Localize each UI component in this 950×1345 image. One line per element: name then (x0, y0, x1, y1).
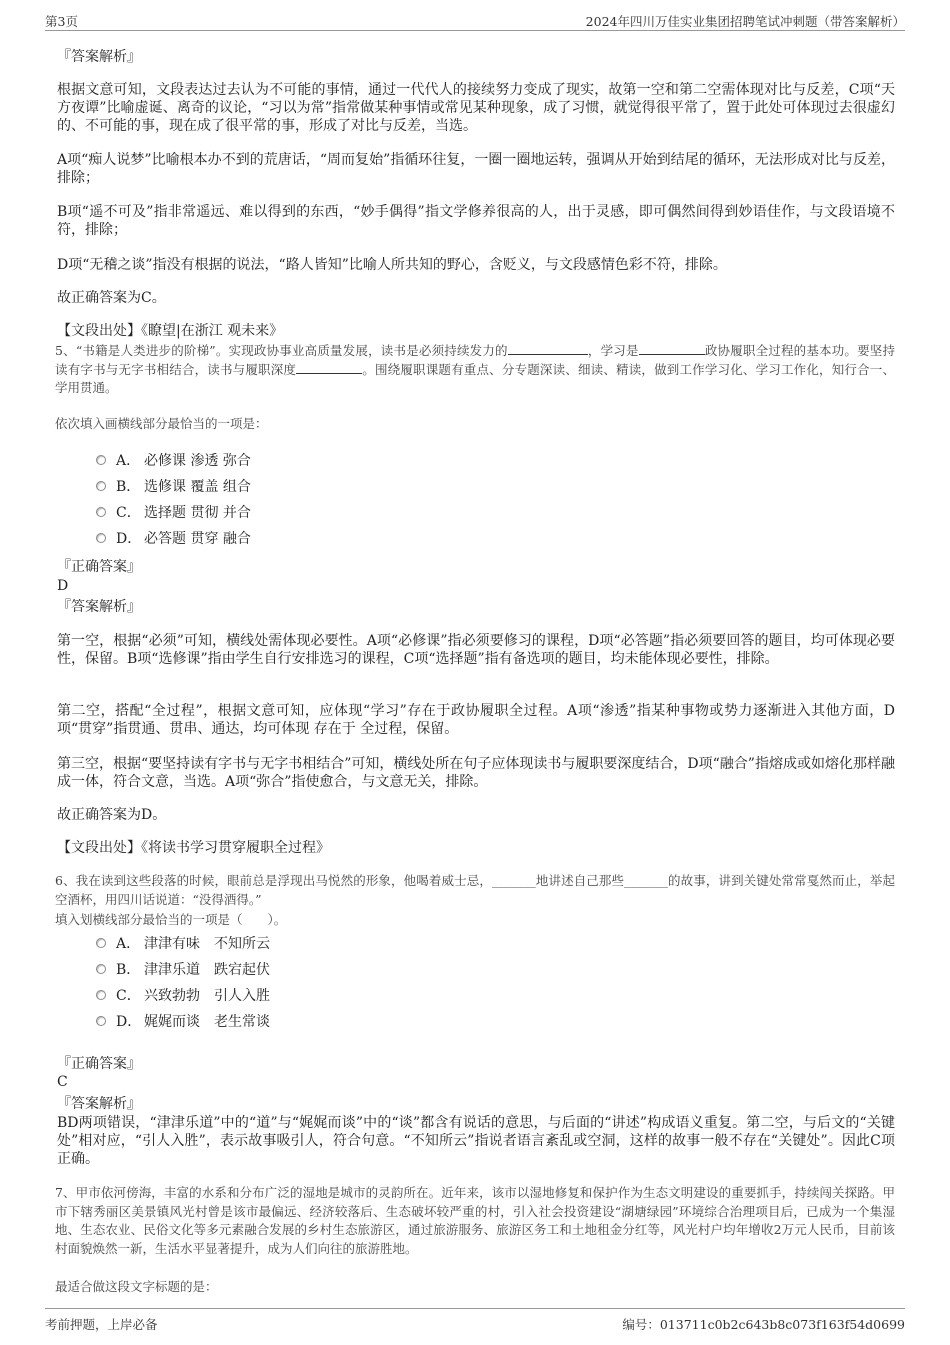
q5-stem: 5、“书籍是人类进步的阶梯”。实现政协事业高质量发展，读书是必须持续发力的 ，学习是 政协履职全过程的基本功。要坚持读有字书与无字书相结合，读书与履职深度 。围绕履职课题有重点、分专题深读、细读、精读，做到工作学习化、学习工作化，知行合一、学用贯通。 (55, 343, 895, 395)
q6-analysis-label: 『答案解析』 (57, 1096, 141, 1112)
q5-analysis-para-3: 第三空，根据“要坚持读有字书与无字书相结合”可知，横线处所在句子应体现读书与履职要深度结合，D项“融合”指熔成或如熔化那样融成一体，符合文意，当选。A项“弥合”指使愈合，与文意无关，排除。 (57, 756, 895, 790)
page-number: 第3页 (45, 14, 78, 29)
radio-icon[interactable] (96, 533, 106, 543)
radio-icon[interactable] (96, 990, 106, 1000)
blank-3 (296, 361, 362, 374)
q5-answer-line: 故正确答案为D。 (57, 807, 167, 823)
q4-analysis-para-4: D项“无稽之谈”指没有根据的说法，“路人皆知”比喻人所共知的野心，含贬义，与文段感情色彩不符，排除。 (57, 257, 727, 273)
q7-stem: 7、甲市依河傍海，丰富的水系和分布广泛的湿地是城市的灵韵所在。近年来，该市以湿地修复和保护作为生态文明建设的重要抓手，持续闯关探路。甲市下辖秀丽区美景镇风光村曾是该市最偏远、经济较落后、生态破坏较严重的村，引入社会投资建设“湖塘绿园”环境综合治理项目后，已成为一个集湿地、生态农业、民俗文化等多元素融合发展的乡村生态旅游区，通过旅游服务、旅游区务工和土地租金分红等，风光村户均年增收2万元人民币，目前该村面貌焕然一新，生活水平显著提升，成为人们向往的旅游胜地。 (55, 1185, 895, 1256)
q4-analysis-para-1: 根据文意可知，文段表达过去认为不可能的事情，通过一代代人的接续努力变成了现实，故第一空和第二空需体现对比与反差，C项“天方夜谭”比喻虚诞、离奇的议论，“习以为常”指常做某种事情或常见某种现象，成了习惯，就觉得很平常了，置于此处可体现过去很虚幻的、不可能的事，现在成了很平常的事，形成了对比与反差，当选。 (57, 82, 895, 134)
blank-1: _______ (491, 873, 536, 888)
blank-2 (639, 342, 705, 355)
q5-source: 【文段出处】《将读书学习贯穿履职全过程》 (57, 840, 330, 856)
q5-analysis-para-1: 第一空，根据“必须”可知，横线处需体现必要性。A项“必修课”指必须要修习的课程，D项“必答题”指必须要回答的题目，均可体现必要性，保留。B项“选修课”指由学生自行安排选习的课程，C项“选择题”指有备选项的题目，均未能体现必要性，排除。 (57, 633, 895, 667)
radio-icon[interactable] (96, 964, 106, 974)
q6-option-d[interactable]: D． 娓娓而谈 老生常谈 (96, 1013, 270, 1031)
q6-option-b[interactable]: B． 津津乐道 跌宕起伏 (96, 961, 270, 979)
q4-answer-line: 故正确答案为C。 (57, 290, 166, 306)
q4-analysis-para-2: A项“痴人说梦”比喻根本办不到的荒唐话，“周而复始”指循环往复，一圈一圈地运转，强调从开始到结尾的循环，无法形成对比与反差，排除； (57, 152, 895, 186)
footer-slogan: 考前押题，上岸必备 (45, 1317, 158, 1332)
q6-option-c[interactable]: C． 兴致勃勃 引人入胜 (96, 987, 270, 1005)
q5-analysis-label: 『答案解析』 (57, 599, 141, 615)
q7-prompt: 最适合做这段文字标题的是： (55, 1279, 218, 1294)
document-code: 编号：013711c0b2c643b8c073f163f54d0699 (622, 1317, 905, 1332)
q5-answer: D (57, 578, 69, 594)
radio-icon[interactable] (96, 455, 106, 465)
q5-analysis-para-2: 第二空，搭配“全过程”，根据文意可知，应体现“学习”存在于政协履职全过程。A项“渗透”指某种事物或势力逐渐进入其他方面，D项“贯穿”指贯通、贯串、通达，均可体现 存在于 全过程，保留。 (57, 703, 895, 737)
code-value: 013711c0b2c643b8c073f163f54d0699 (659, 1317, 905, 1332)
q6-answer-label: 『正确答案』 (57, 1056, 141, 1072)
q6-analysis: BD两项错误，“津津乐道”中的“道”与“娓娓而谈”中的“谈”都含有说话的意思，与后面的“讲述”构成语义重复。第二空，与后文的“关键处”相对应，“引人入胜”，表示故事吸引人，符合句意。“不知所云”指说者语言紊乱或空洞，这样的故事一般不存在“关键处”。因此C项正确。 (57, 1115, 895, 1167)
q5-option-d[interactable]: D． 必答题 贯穿 融合 (96, 530, 251, 548)
document-title: 2024年四川万佳实业集团招聘笔试冲刺题（带答案解析） (585, 14, 905, 29)
q5-prompt: 依次填入画横线部分最恰当的一项是： (55, 416, 268, 431)
q6-answer: C (57, 1074, 68, 1090)
q5-option-b[interactable]: B． 选修课 覆盖 组合 (96, 478, 251, 496)
q4-source: 【文段出处】《瞭望|在浙江 观未来》 (57, 323, 284, 339)
q5-answer-label: 『正确答案』 (57, 559, 141, 575)
page-header (45, 10, 905, 31)
radio-icon[interactable] (96, 481, 106, 491)
radio-icon[interactable] (96, 1016, 106, 1026)
radio-icon[interactable] (96, 507, 106, 517)
q6-stem: 6、我在读到这些段落的时候，眼前总是浮现出马悦然的形象，他喝着威士忌，_______地讲述自己那些_______的故事，讲到关键处常常戛然而止，举起空酒杯，用四川话说道：“没得酒得。” (55, 873, 895, 907)
q5-option-c[interactable]: C． 选择题 贯彻 并合 (96, 504, 251, 522)
q4-analysis-para-3: B项“遥不可及”指非常遥远、难以得到的东西，“妙手偶得”指文学修养很高的人，出于灵感，即可偶然间得到妙语佳作，与文段语境不符，排除； (57, 204, 895, 238)
q6-prompt: 填入划横线部分最恰当的一项是（ ）。 (55, 912, 287, 927)
radio-icon[interactable] (96, 938, 106, 948)
page-footer (45, 1308, 905, 1335)
q4-analysis-label: 『答案解析』 (57, 49, 141, 65)
q5-option-a[interactable]: A． 必修课 渗透 弥合 (96, 452, 251, 470)
blank-2: _______ (624, 873, 668, 888)
q6-option-a[interactable]: A． 津津有味 不知所云 (96, 935, 270, 953)
blank-1 (508, 342, 588, 355)
